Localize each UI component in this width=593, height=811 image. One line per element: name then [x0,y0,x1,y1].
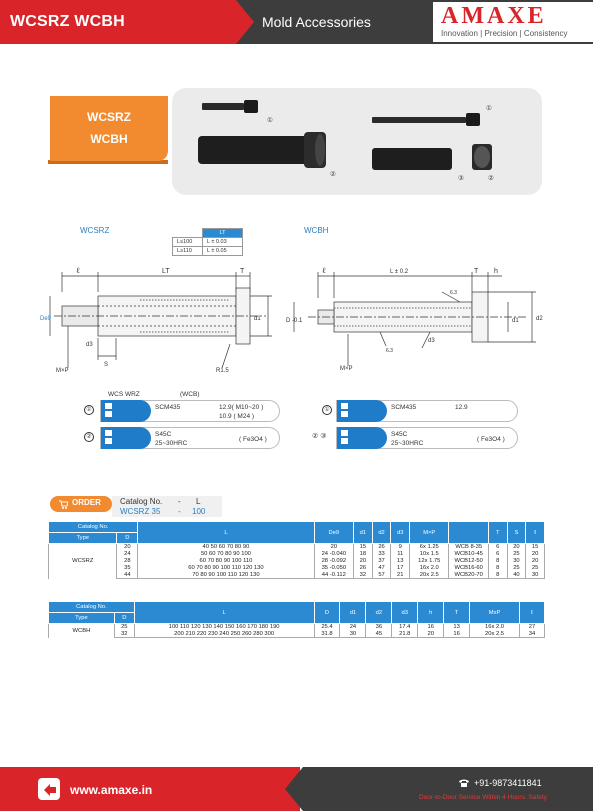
t1-hdr-l: L [138,522,314,544]
t1-cell: 20 [507,544,526,551]
dim2-h: h [494,268,498,275]
dim-de9: De9 [40,316,52,322]
t2-hdr-d1: d1 [340,602,366,624]
t1-cell: 18 [354,551,373,558]
t1-cell: 60 70 80 90 100 110 120 130 [138,565,314,572]
footer-dark-band [285,767,593,811]
t1-cell: 20x 2.5 [410,572,449,579]
t1-cell: 47 [372,565,391,572]
t2-cell: 100 110 120 130 140 150 160 170 180 190 [134,624,314,631]
dim2-l: ℓ [322,266,326,275]
wcsrz-spec-table [48,521,545,579]
t1-cell: 6x 1.25 [410,544,449,551]
material-left-1-spec2: 10.9 ( M24 ) [219,413,255,420]
material-left-1-mat: SCM435 [155,404,181,411]
t2-hdr-d2: D [314,602,340,624]
logo-tagline: Innovation | Precision | Consistency [441,29,568,38]
t1-cell: 15 [354,544,373,551]
t1-cell: 25 [507,551,526,558]
dim2-t: T [474,268,479,275]
drawing-title-wcsrz: WCSRZ [80,226,110,235]
material-right-row-1 [336,400,518,422]
material-left-2-mat2: 25~30HRC [155,440,188,447]
t2-hdr-dd2: d2 [366,602,392,624]
t1-cell: 57 [372,572,391,579]
t1-hdr-d2: d2 [372,522,391,544]
t2-cell: 13 [444,624,470,631]
t2-cell: 16x 2.0 [470,624,520,631]
t1-cell: 26 [354,565,373,572]
tag-line-2: WCBH [90,132,128,146]
photo-callout-4: ③ [458,175,464,182]
t1-cell: 12x 1.75 [410,558,449,565]
wcbh-spec-table [48,601,545,638]
material-tag-icon [337,427,387,449]
t1-cell: 70 80 90 100 110 120 130 [138,572,314,579]
lt-tolerance-table [172,228,243,256]
t1-cell: 24 [117,551,138,558]
t1-cell: 20 [526,551,545,558]
lt-header: LT [203,229,243,238]
t2-type: WCBH [49,624,115,638]
t1-cell: 30 [526,572,545,579]
t1-cell: 44 [117,572,138,579]
t1-cell: 26 [372,544,391,551]
t1-hdr-d1: d1 [354,522,373,544]
page-title: WCSRZ WCBH [10,13,125,30]
dim-d3: d3 [86,342,93,348]
t2-cell: 17.4 [392,624,418,631]
dim2-d: D -0.1 [286,318,303,324]
material-left-row-2 [100,427,280,449]
cart-icon [58,499,68,509]
order-catalog-label: Catalog No. [120,497,163,506]
t1-cell: 8 [488,565,507,572]
logo-wordmark: AMAXE [441,3,547,29]
photo-callout-3: ① [486,105,492,112]
t2-hdr-type: Type [49,613,115,624]
t1-cell: 20 [526,558,545,565]
dim2-mp: M×P [340,366,353,372]
table-row [49,631,545,638]
t2-hdr-h: h [418,602,444,624]
product-tag [50,96,168,161]
t1-cell: 50 60 70 80 90 100 [138,551,314,558]
t1-cell: 30 [507,558,526,565]
material-right-2-spec: ( Fe3O4 ) [477,436,505,443]
lt-row-1-tol: L ± 0.03 [203,238,243,247]
material-header-left: WCS WRZ [108,391,140,398]
lt-row-2-tol: L ± 0.05 [203,247,243,256]
order-l-label: L [196,497,201,506]
website-link[interactable]: www.amaxe.in [70,783,153,797]
table-row [49,551,545,558]
dim-t: T [240,268,245,275]
order-button-label: ORDER [72,498,101,507]
photo-callout-2: ② [330,171,336,178]
t2-cell: 30 [340,631,366,638]
t2-cell: 31.8 [314,631,340,638]
t2-hdr-ell: ℓ [519,602,544,624]
t1-tol-c: -0.050 [329,565,347,571]
t1-hdr-mp: M×P [410,522,449,544]
order-example-code: WCSRZ 35 [120,507,161,516]
dim2-d1: d1 [512,318,519,324]
t1-cell: 20 [314,544,353,551]
t1-cell: 25 [526,565,545,572]
material-right-1-mat: SCM435 [391,404,417,411]
material-left-2-mat: S45C [155,431,172,438]
material-left-2-spec: ( Fe3O4 ) [239,436,267,443]
dim2-d2: d2 [536,316,543,322]
order-dash-label: - [178,497,181,506]
t2-cell: 36 [366,624,392,631]
lt-row-1-range: L≤100 [173,238,203,247]
t1-cell: 11 [391,551,410,558]
t2-hdr-d: D [114,613,134,624]
t1-cell: 16x 2.0 [410,565,449,572]
photo-callout-5: ② [488,175,494,182]
t2-cell: 16 [444,631,470,638]
pointer-icon [36,776,62,802]
t2-cell: 32 [114,631,134,638]
t1-hdr-t: T [488,522,507,544]
dim-d1: d1 [254,316,261,322]
dim2-63-bottom: 6.3 [386,348,393,354]
t1-cell: 20 [117,544,138,551]
t1-cell: 40 [507,572,526,579]
t1-hdr-d: D [117,533,138,544]
t2-cell: 20 [418,631,444,638]
t2-hdr-catalog: Catalog No. [49,602,135,613]
wcsrz-drawing [40,262,280,374]
t2-cell: 200 210 220 230 240 250 260 280 300 [134,631,314,638]
material-right-row-2 [336,427,518,449]
t1-cell: WCB12-50 [449,558,488,565]
t1-cell [314,558,353,565]
t1-cell [314,565,353,572]
dim2-d3: d3 [428,338,435,344]
order-example-l: 100 [192,507,206,516]
t1-cell: 6 [488,544,507,551]
wcbh-drawing [282,262,552,374]
t1-cell: 10x 1.5 [410,551,449,558]
t2-cell: 34 [519,631,544,638]
t1-cell: 13 [391,558,410,565]
t1-tol-b: -0.092 [329,558,347,564]
order-example-box [112,496,222,517]
t1-hdr-catalog: Catalog No. [49,522,138,533]
t1-cell: 9 [391,544,410,551]
t2-cell: 25 [114,624,134,631]
material-left-row-1 [100,400,280,422]
table-row [49,572,545,579]
t1-cell: 40 50 60 70 80 90 [138,544,314,551]
t1-hdr-type: Type [49,533,117,544]
t1-cell: 35 [117,565,138,572]
t1-type: WCSRZ [49,544,117,579]
section-title: Mold Accessories [262,14,371,30]
t1-cell: WCB20-70 [449,572,488,579]
t1-hdr-d3: d3 [391,522,410,544]
t2-hdr-d3: d3 [392,602,418,624]
material-tag-icon [101,400,151,422]
t2-cell: 20x 2.5 [470,631,520,638]
table-row [49,624,545,631]
t1-cell: 37 [372,558,391,565]
material-right-num-2: ② ③ [312,433,327,440]
dim-r15: R1.5 [216,368,229,374]
t2-cell: 21.8 [392,631,418,638]
t1-cell: WCB 8-35 [449,544,488,551]
material-tag-icon [337,400,387,422]
material-right-num-1: ① [322,405,332,415]
dim-l: ℓ [76,266,80,275]
drawing-title-wcbh: WCBH [304,226,329,235]
brand-logo[interactable] [433,2,593,42]
t1-cell: 25 [507,565,526,572]
material-right-2-mat: S45C [391,431,408,438]
t1-hdr-s: S [507,522,526,544]
t1-value: 44 [321,571,329,578]
t2-hdr-t: T [444,602,470,624]
t1-value: 35 [321,565,329,571]
material-left-num-1: ① [84,405,94,415]
t1-value: 24 [321,551,329,557]
t2-cell: 25.4 [314,624,340,631]
t1-cell: 15 [526,544,545,551]
t1-cell: 6 [488,551,507,558]
product-photo-panel [172,88,542,195]
table-row [49,558,545,565]
dim-s: S [104,362,109,368]
material-right-2-mat2: 25~30HRC [391,440,424,447]
t2-cell: 27 [519,624,544,631]
table-row [49,565,545,572]
t1-cell: 8 [488,558,507,565]
t1-cell: 20 [354,558,373,565]
footer-bar [0,767,593,811]
t2-cell: 45 [366,631,392,638]
photo-callout-1: ① [267,117,273,124]
t1-value: 28 [321,558,329,564]
phone-number[interactable]: +91-9873411841 [474,778,542,788]
header-bar [0,0,593,44]
material-header-left-2: (WCB) [180,391,200,398]
dim-mp: M×P [56,368,69,374]
t1-cell: 60 70 80 90 100 110 [138,558,314,565]
order-button[interactable] [50,496,112,512]
t1-tol-d: -0.112 [329,571,346,578]
t1-tol-a: -0.040 [329,551,347,557]
t1-cell: 21 [391,572,410,579]
t1-cell: 32 [354,572,373,579]
t2-cell: 16 [418,624,444,631]
t1-hdr-ell: ℓ [526,522,545,544]
order-example-dash: - [178,507,181,516]
t2-hdr-l: L [134,602,314,624]
t1-cell: 28 [117,558,138,565]
t1-cell: 8 [488,572,507,579]
t1-cell [314,551,353,558]
t1-cell [314,572,353,579]
service-tagline: Door-to-Door Service Within 4 Hours. Safety [419,794,547,801]
dim-lt: LT [162,268,170,275]
lt-row-2-range: L≥110 [173,247,203,256]
material-tag-icon [101,427,151,449]
t1-cell: 17 [391,565,410,572]
dim2-63-top: 6.3 [450,290,457,296]
material-right-1-spec: 12.9 [455,404,468,411]
table-row [49,544,545,551]
tag-line-1: WCSRZ [87,110,131,124]
t1-cell: WCB16-60 [449,565,488,572]
t1-hdr-de9: De9 [314,522,353,544]
material-left-1-spec: 12.9( M10~20 ) [219,404,264,411]
dim2-l-tol: L ± 0.2 [390,269,409,275]
t1-cell: WCB10-45 [449,551,488,558]
t2-hdr-mp: MxP [470,602,520,624]
t2-cell: 24 [340,624,366,631]
phone-icon [458,778,470,788]
material-left-num-2: ② [84,432,94,442]
t1-hdr-bolt [449,522,488,544]
t1-cell: 33 [372,551,391,558]
